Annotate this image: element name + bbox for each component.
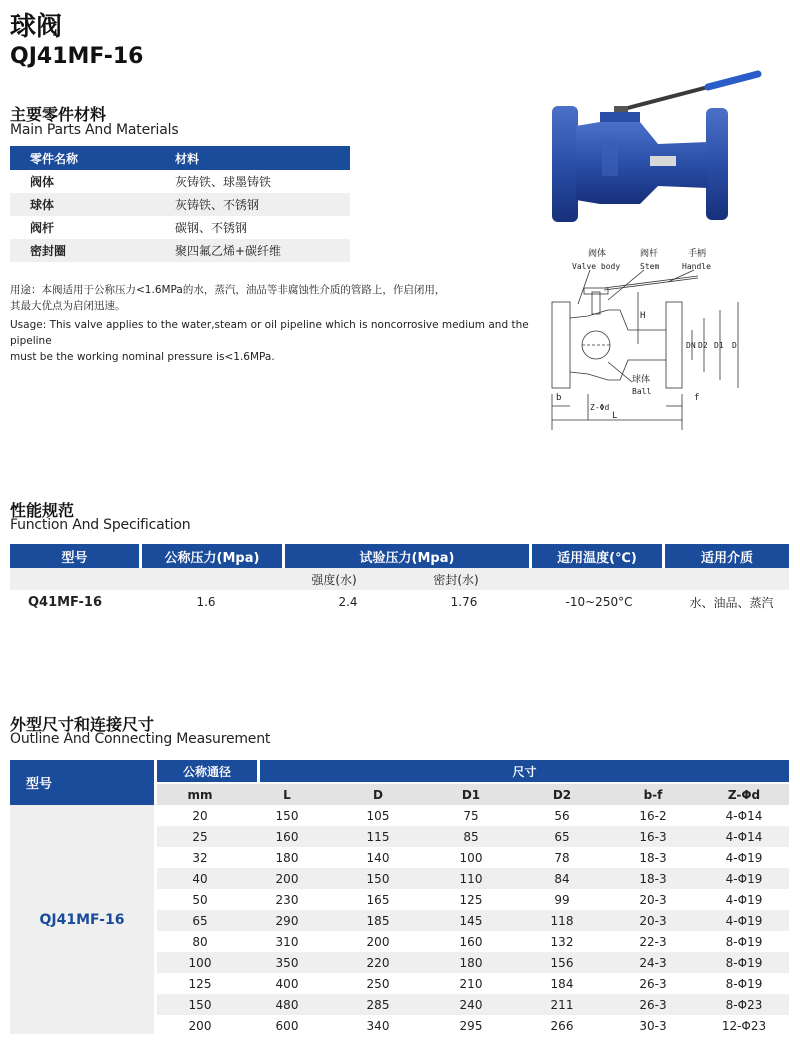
table-cell: 100: [188, 955, 212, 970]
table-cell: 8-Φ23: [725, 997, 763, 1012]
table-cell: 210: [459, 976, 483, 991]
table-cell: 56: [554, 808, 570, 823]
table-cell: 160: [275, 829, 299, 844]
spec-medium: 水、油品、蒸汽: [689, 595, 774, 610]
drawing-label-f: f: [694, 393, 700, 403]
table-cell: 84: [554, 871, 570, 886]
spec-sub-seal: 密封(水): [433, 572, 479, 587]
table-cell: 26-3: [639, 976, 667, 991]
table-row: [157, 973, 789, 994]
spec-header-model: 型号: [10, 544, 139, 568]
table-cell: 160: [459, 934, 483, 949]
part-name: 密封圈: [30, 244, 67, 258]
table-cell: 600: [275, 1018, 299, 1033]
table-cell: 40: [192, 871, 208, 886]
part-material: 灰铸铁、不锈钢: [175, 198, 260, 212]
spec-header-test-pressure: 试验压力(Mpa): [285, 544, 529, 568]
dims-heading-en: Outline And Connecting Measurement: [10, 731, 271, 747]
part-name: 阀杆: [30, 221, 55, 235]
table-cell: 4-Φ19: [725, 850, 763, 865]
col-header: D: [373, 787, 383, 802]
table-cell: 20-3: [639, 913, 667, 928]
table-cell: 78: [554, 850, 570, 865]
parts-header-material: 材料: [175, 151, 200, 166]
parts-heading-cn: 主要零件材料: [10, 105, 107, 124]
table-cell: 85: [463, 829, 479, 844]
drawing-label-D1: D1: [714, 341, 724, 350]
table-cell: 110: [459, 871, 483, 886]
dims-column-header-row: [157, 784, 789, 805]
table-cell: 8-Φ19: [725, 955, 763, 970]
drawing-label-D: D: [732, 341, 737, 350]
drawing-label-stem-en: Stem: [640, 262, 660, 271]
table-cell: 4-Φ19: [725, 871, 763, 886]
table-cell: 8-Φ19: [725, 934, 763, 949]
parts-header-name: 零件名称: [30, 151, 79, 166]
spec-header-pressure: 公称压力(Mpa): [142, 544, 282, 568]
table-row: [157, 847, 789, 868]
parts-table: [10, 146, 350, 262]
part-name: 球体: [30, 198, 55, 212]
table-row: [157, 805, 789, 826]
usage-en-line1: Usage: This valve applies to the water,steam or oil pipeline which is noncorrosive medium and the pipeline: [10, 319, 529, 347]
drawing-label-valve-body-en: Valve body: [572, 262, 621, 271]
table-row: [10, 193, 350, 216]
dims-model-value: QJ41MF-16: [10, 805, 154, 1034]
table-cell: 32: [192, 850, 208, 865]
table-cell: 22-3: [639, 934, 667, 949]
table-cell: 150: [275, 808, 299, 823]
page-title: 球阀: [10, 12, 63, 42]
usage-en-line2: must be the working nominal pressure is<1.6MPa.: [10, 351, 275, 363]
drawing-label-ball-cn: 球体: [632, 375, 651, 385]
table-cell: 185: [366, 913, 390, 928]
drawing-label-handle-cn: 手柄: [688, 249, 707, 259]
spec-strength: 2.4: [338, 595, 358, 609]
spec-header-medium: 适用介质: [665, 544, 789, 568]
table-cell: 140: [366, 850, 390, 865]
dims-header-row: [157, 760, 789, 782]
table-cell: 145: [459, 913, 483, 928]
parts-table-header: [10, 146, 350, 170]
table-cell: 132: [550, 934, 574, 949]
col-header: Z-Φd: [727, 787, 761, 802]
table-cell: 180: [459, 955, 483, 970]
drawing-label-handle-en: Handle: [682, 262, 711, 271]
table-cell: 30-3: [639, 1018, 667, 1033]
table-row: [10, 216, 350, 239]
drawing-label-L: L: [612, 411, 618, 421]
col-header: D1: [461, 787, 481, 802]
table-cell: 480: [275, 997, 299, 1012]
usage-cn-line1: 用途：本阀适用于公称压力<1.6MPa的水，蒸汽，油品等非腐蚀性介质的管路上，作启闭用，: [10, 284, 446, 296]
table-cell: 240: [459, 997, 483, 1012]
table-cell: 105: [366, 808, 390, 823]
table-row: [157, 910, 789, 931]
table-row: [157, 994, 789, 1015]
table-cell: 100: [459, 850, 483, 865]
table-cell: 20-3: [639, 892, 667, 907]
table-row: [10, 239, 350, 262]
table-cell: 18-3: [639, 850, 667, 865]
table-row: [157, 868, 789, 889]
table-cell: 65: [554, 829, 570, 844]
table-cell: 165: [366, 892, 390, 907]
dims-rows: [157, 805, 789, 1036]
dims-model-column: [10, 760, 154, 1034]
table-cell: 150: [188, 997, 212, 1012]
table-cell: 24-3: [639, 955, 667, 970]
table-cell: 16-3: [639, 829, 667, 844]
col-header: L: [283, 787, 291, 802]
dims-heading-cn: 外型尺寸和连接尺寸: [10, 715, 155, 734]
dims-header-model: 型号: [10, 760, 154, 805]
table-row: [157, 826, 789, 847]
spec-sub-strength: 强度(水): [311, 572, 357, 587]
table-cell: 125: [188, 976, 212, 991]
spec-header-temperature: 适用温度(℃): [532, 544, 662, 568]
valve-technical-drawing: [548, 244, 792, 434]
spec-subheader-row: [10, 568, 789, 590]
table-cell: 125: [459, 892, 483, 907]
table-cell: 16-2: [639, 808, 667, 823]
table-cell: 99: [554, 892, 570, 907]
parts-heading-en: Main Parts And Materials: [10, 122, 179, 138]
usage-text: [10, 282, 530, 365]
table-cell: 18-3: [639, 871, 667, 886]
table-cell: 50: [192, 892, 208, 907]
drawing-label-Zd: Z-Φd: [590, 403, 610, 412]
table-cell: 220: [366, 955, 390, 970]
table-cell: 12-Φ23: [721, 1018, 767, 1033]
table-row: [10, 170, 350, 193]
table-cell: 250: [366, 976, 390, 991]
table-cell: 118: [550, 913, 574, 928]
table-cell: 266: [550, 1018, 574, 1033]
part-material: 碳钢、不锈钢: [175, 221, 248, 235]
part-material: 聚四氟乙烯+碳纤维: [175, 244, 282, 258]
table-cell: 180: [275, 850, 299, 865]
table-row: [157, 1015, 789, 1036]
spec-pressure: 1.6: [196, 595, 216, 609]
table-cell: 184: [550, 976, 574, 991]
table-cell: 80: [192, 934, 208, 949]
table-cell: 4-Φ14: [725, 829, 763, 844]
part-name: 阀体: [30, 175, 55, 189]
drawing-label-valve-body-cn: 阀体: [588, 249, 607, 259]
col-header: b-f: [643, 787, 663, 802]
table-row: [10, 590, 789, 614]
spec-temp: -10~250°C: [565, 595, 633, 609]
table-cell: 4-Φ14: [725, 808, 763, 823]
table-cell: 230: [275, 892, 299, 907]
table-cell: 285: [366, 997, 390, 1012]
spec-heading-en: Function And Specification: [10, 517, 191, 533]
drawing-label-stem-cn: 阀杆: [640, 249, 659, 259]
table-row: [157, 889, 789, 910]
drawing-label-D2: D2: [698, 341, 708, 350]
spec-table-header: [10, 544, 789, 568]
table-cell: 150: [366, 871, 390, 886]
table-cell: 4-Φ19: [725, 892, 763, 907]
col-header: D2: [552, 787, 572, 802]
table-cell: 400: [275, 976, 299, 991]
table-cell: 200: [366, 934, 390, 949]
model-title: QJ41MF-16: [10, 44, 144, 69]
usage-cn-line2: 其最大优点为启闭迅速。: [10, 300, 126, 312]
table-row: [157, 931, 789, 952]
table-cell: 20: [192, 808, 208, 823]
table-cell: 290: [275, 913, 299, 928]
table-cell: 75: [463, 808, 479, 823]
table-cell: 65: [192, 913, 208, 928]
table-cell: 211: [550, 997, 574, 1012]
table-cell: 295: [459, 1018, 483, 1033]
part-material: 灰铸铁、球墨铸铁: [175, 175, 272, 189]
table-cell: 26-3: [639, 997, 667, 1012]
table-row: [157, 952, 789, 973]
spec-table: [10, 544, 789, 614]
table-cell: 25: [192, 829, 208, 844]
drawing-label-ball-en: Ball: [632, 387, 652, 396]
drawing-label-H: H: [640, 311, 646, 321]
spec-seal: 1.76: [450, 595, 478, 609]
drawing-label-DN: DN: [686, 341, 696, 350]
valve-photo: [548, 70, 788, 230]
table-cell: 200: [275, 871, 299, 886]
table-cell: 115: [366, 829, 390, 844]
table-cell: 4-Φ19: [725, 913, 763, 928]
table-cell: 310: [275, 934, 299, 949]
col-header: mm: [187, 787, 213, 802]
drawing-label-b: b: [556, 393, 562, 403]
table-cell: 156: [550, 955, 574, 970]
dims-header-size: 尺寸: [260, 760, 789, 782]
table-cell: 8-Φ19: [725, 976, 763, 991]
dims-header-dn: 公称通径: [157, 760, 257, 782]
table-cell: 350: [275, 955, 299, 970]
spec-heading-cn: 性能规范: [10, 501, 75, 520]
table-cell: 200: [188, 1018, 212, 1033]
table-cell: 340: [366, 1018, 390, 1033]
spec-model: Q41MF-16: [27, 594, 103, 610]
dims-data-columns: [157, 760, 789, 1036]
